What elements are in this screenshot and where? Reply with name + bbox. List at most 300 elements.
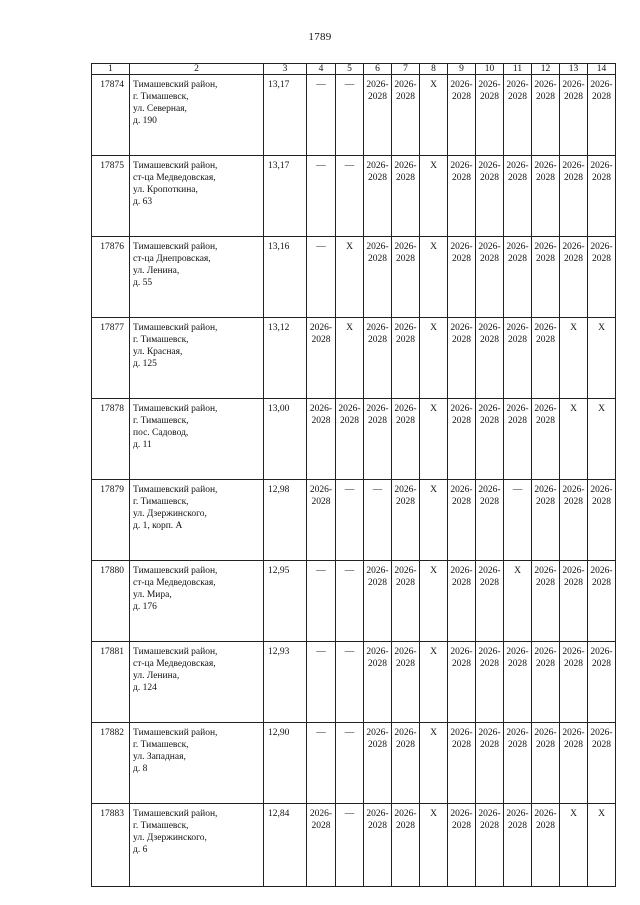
- year-range-cell: [392, 642, 420, 723]
- mark-cell: [504, 561, 532, 642]
- year-end: 2028: [508, 659, 527, 669]
- register-table: [91, 63, 616, 887]
- mark-value: Х: [430, 161, 437, 171]
- year-start: 2026-: [450, 161, 473, 171]
- mark-cell: [504, 480, 532, 561]
- year-range-cell: [504, 156, 532, 237]
- column-header: 12: [532, 64, 560, 75]
- year-end: 2028: [396, 578, 415, 588]
- mark-value: —: [344, 80, 355, 90]
- year-end: 2028: [564, 659, 583, 669]
- year-start: 2026-: [309, 485, 333, 495]
- address-line: г. Тимашевск,: [133, 497, 189, 507]
- mark-cell: [307, 156, 336, 237]
- mark-cell: [336, 75, 364, 156]
- year-range-cell: [588, 480, 616, 561]
- mark-value: Х: [346, 323, 353, 333]
- year-range-cell: [364, 804, 392, 887]
- year-range-cell: [448, 156, 476, 237]
- year-start: 2026-: [366, 809, 389, 819]
- year-end: 2028: [368, 821, 387, 831]
- mark-cell: [420, 75, 448, 156]
- year-range-cell: [364, 723, 392, 804]
- record-number: 17875: [92, 156, 130, 237]
- address-line: д. 11: [133, 440, 152, 450]
- year-end: 2028: [311, 416, 331, 426]
- year-range-cell: [448, 804, 476, 887]
- address-line: д. 125: [133, 359, 157, 369]
- mark-value: —: [316, 161, 326, 171]
- mark-cell: [336, 723, 364, 804]
- year-range-cell: [476, 399, 504, 480]
- address-cell: [130, 804, 264, 887]
- area-value: 13,12: [264, 318, 307, 399]
- mark-value: Х: [598, 404, 605, 414]
- address-cell: [130, 75, 264, 156]
- year-end: 2028: [508, 92, 527, 102]
- column-header: 13: [560, 64, 588, 75]
- year-range-cell: [532, 642, 560, 723]
- mark-cell: [560, 804, 588, 887]
- year-range-cell: [504, 399, 532, 480]
- year-end: 2028: [536, 416, 555, 426]
- year-end: 2028: [396, 254, 415, 264]
- year-range-cell: [476, 237, 504, 318]
- address-line: д. 63: [133, 197, 153, 207]
- year-range-cell: [364, 318, 392, 399]
- record-number: 17883: [92, 804, 130, 887]
- mark-value: —: [316, 647, 326, 657]
- year-start: 2026-: [366, 728, 389, 738]
- address-line: ул. Мира,: [133, 590, 172, 600]
- mark-value: —: [344, 485, 355, 495]
- address-line: д. 6: [133, 845, 148, 855]
- year-start: 2026-: [590, 728, 613, 738]
- year-range-cell: [504, 642, 532, 723]
- area-value: 13,17: [264, 75, 307, 156]
- table-row: [92, 399, 616, 480]
- address-cell: [130, 237, 264, 318]
- record-number: 17882: [92, 723, 130, 804]
- mark-cell: [420, 723, 448, 804]
- year-range-cell: [532, 480, 560, 561]
- year-range-cell: [588, 75, 616, 156]
- year-end: 2028: [480, 578, 499, 588]
- address-line: Тимашевский район,: [133, 80, 218, 90]
- year-range-cell: [588, 237, 616, 318]
- year-end: 2028: [592, 740, 611, 750]
- year-end: 2028: [396, 416, 415, 426]
- mark-cell: [336, 318, 364, 399]
- year-start: 2026-: [506, 404, 529, 414]
- mark-cell: [588, 804, 616, 887]
- table-row: [92, 723, 616, 804]
- year-end: 2028: [452, 740, 471, 750]
- year-start: 2026-: [366, 80, 389, 90]
- year-end: 2028: [480, 254, 499, 264]
- column-header: 6: [364, 64, 392, 75]
- year-range-cell: [307, 318, 336, 399]
- year-range-cell: [364, 399, 392, 480]
- address-cell: [130, 723, 264, 804]
- mark-cell: [364, 480, 392, 561]
- mark-cell: [560, 318, 588, 399]
- year-end: 2028: [480, 416, 499, 426]
- year-end: 2028: [508, 173, 527, 183]
- year-start: 2026-: [394, 323, 417, 333]
- table-row: [92, 480, 616, 561]
- year-start: 2026-: [506, 242, 529, 252]
- address-line: д. 190: [133, 116, 157, 126]
- year-range-cell: [560, 561, 588, 642]
- year-start: 2026-: [394, 566, 417, 576]
- mark-value: Х: [346, 242, 353, 252]
- mark-value: Х: [430, 485, 437, 495]
- year-range-cell: [392, 804, 420, 887]
- year-range-cell: [476, 318, 504, 399]
- mark-value: Х: [570, 404, 577, 414]
- year-range-cell: [532, 723, 560, 804]
- year-start: 2026-: [562, 728, 585, 738]
- year-start: 2026-: [534, 728, 557, 738]
- year-end: 2028: [396, 92, 415, 102]
- year-range-cell: [476, 480, 504, 561]
- year-range-cell: [364, 237, 392, 318]
- area-value: 13,16: [264, 237, 307, 318]
- record-number: 17877: [92, 318, 130, 399]
- year-end: 2028: [564, 497, 583, 507]
- year-range-cell: [448, 561, 476, 642]
- year-end: 2028: [368, 92, 387, 102]
- mark-cell: [560, 399, 588, 480]
- year-end: 2028: [368, 173, 387, 183]
- address-line: ст-ца Медведовская,: [133, 173, 216, 183]
- year-range-cell: [504, 804, 532, 887]
- year-start: 2026-: [394, 80, 417, 90]
- mark-cell: [588, 399, 616, 480]
- year-range-cell: [504, 75, 532, 156]
- table-row: [92, 804, 616, 887]
- year-start: 2026-: [506, 323, 529, 333]
- year-range-cell: [532, 75, 560, 156]
- address-cell: [130, 642, 264, 723]
- year-start: 2026-: [590, 80, 613, 90]
- address-line: Тимашевский район,: [133, 647, 218, 657]
- record-number: 17878: [92, 399, 130, 480]
- page-number: 1789: [308, 31, 332, 43]
- address-line: Тимашевский район,: [133, 728, 218, 738]
- year-end: 2028: [480, 740, 499, 750]
- mark-value: —: [316, 242, 326, 252]
- year-end: 2028: [536, 821, 555, 831]
- year-end: 2028: [452, 92, 471, 102]
- year-range-cell: [307, 399, 336, 480]
- year-start: 2026-: [534, 809, 557, 819]
- year-start: 2026-: [562, 485, 585, 495]
- address-cell: [130, 561, 264, 642]
- mark-value: —: [344, 647, 355, 657]
- year-end: 2028: [340, 416, 359, 426]
- table-row: [92, 237, 616, 318]
- year-range-cell: [448, 399, 476, 480]
- mark-value: —: [344, 809, 355, 819]
- address-line: д. 124: [133, 683, 157, 693]
- year-end: 2028: [396, 173, 415, 183]
- address-line: ул. Дзержинского,: [133, 509, 207, 519]
- year-end: 2028: [564, 92, 583, 102]
- address-line: ул. Кропоткина,: [133, 185, 198, 195]
- year-end: 2028: [452, 821, 471, 831]
- mark-value: Х: [430, 80, 437, 90]
- year-start: 2026-: [562, 161, 585, 171]
- year-start: 2026-: [366, 242, 389, 252]
- year-range-cell: [476, 561, 504, 642]
- mark-value: Х: [430, 647, 437, 657]
- column-header: 5: [336, 64, 364, 75]
- address-cell: [130, 156, 264, 237]
- year-range-cell: [560, 237, 588, 318]
- mark-cell: [420, 237, 448, 318]
- year-range-cell: [448, 480, 476, 561]
- year-end: 2028: [592, 254, 611, 264]
- address-line: Тимашевский район,: [133, 485, 218, 495]
- year-start: 2026-: [478, 242, 501, 252]
- address-cell: [130, 318, 264, 399]
- address-line: Тимашевский район,: [133, 404, 218, 414]
- year-start: 2026-: [394, 161, 417, 171]
- year-range-cell: [364, 642, 392, 723]
- record-number: 17874: [92, 75, 130, 156]
- year-end: 2028: [452, 578, 471, 588]
- year-start: 2026-: [590, 647, 613, 657]
- address-line: д. 8: [133, 764, 148, 774]
- year-end: 2028: [368, 659, 387, 669]
- mark-cell: [420, 804, 448, 887]
- year-end: 2028: [564, 254, 583, 264]
- year-range-cell: [476, 156, 504, 237]
- year-start: 2026-: [506, 647, 529, 657]
- area-value: 12,90: [264, 723, 307, 804]
- year-start: 2026-: [450, 80, 473, 90]
- year-range-cell: [448, 75, 476, 156]
- year-end: 2028: [368, 578, 387, 588]
- year-end: 2028: [592, 659, 611, 669]
- address-line: ул. Ленина,: [133, 671, 180, 681]
- year-start: 2026-: [309, 404, 333, 414]
- address-line: ул. Дзержинского,: [133, 833, 207, 843]
- year-range-cell: [364, 75, 392, 156]
- year-end: 2028: [480, 92, 499, 102]
- column-header: 9: [448, 64, 476, 75]
- mark-cell: [307, 75, 336, 156]
- table-row: [92, 156, 616, 237]
- year-range-cell: [448, 642, 476, 723]
- year-start: 2026-: [309, 323, 333, 333]
- address-line: г. Тимашевск,: [133, 416, 189, 426]
- year-range-cell: [560, 642, 588, 723]
- year-start: 2026-: [366, 323, 389, 333]
- record-number: 17879: [92, 480, 130, 561]
- year-end: 2028: [536, 254, 555, 264]
- address-line: ул. Ленина,: [133, 266, 180, 276]
- year-end: 2028: [368, 254, 387, 264]
- column-header: 1: [92, 64, 130, 75]
- address-line: Тимашевский район,: [133, 809, 218, 819]
- mark-value: Х: [430, 728, 437, 738]
- year-start: 2026-: [478, 728, 501, 738]
- mark-cell: [336, 156, 364, 237]
- year-start: 2026-: [309, 809, 333, 819]
- address-line: д. 176: [133, 602, 157, 612]
- year-start: 2026-: [534, 404, 557, 414]
- year-range-cell: [588, 156, 616, 237]
- area-value: 12,95: [264, 561, 307, 642]
- address-line: Тимашевский район,: [133, 242, 218, 252]
- year-range-cell: [560, 156, 588, 237]
- address-line: д. 1, корп. А: [133, 521, 183, 531]
- year-start: 2026-: [450, 809, 473, 819]
- year-start: 2026-: [478, 161, 501, 171]
- year-end: 2028: [480, 497, 499, 507]
- address-line: г. Тимашевск,: [133, 92, 189, 102]
- year-range-cell: [392, 156, 420, 237]
- year-end: 2028: [536, 740, 555, 750]
- year-range-cell: [476, 75, 504, 156]
- address-line: ул. Западная,: [133, 752, 186, 762]
- mark-value: Х: [430, 566, 437, 576]
- year-start: 2026-: [478, 485, 501, 495]
- address-cell: [130, 399, 264, 480]
- mark-cell: [336, 642, 364, 723]
- year-end: 2028: [508, 416, 527, 426]
- year-end: 2028: [311, 821, 331, 831]
- address-line: ст-ца Медведовская,: [133, 578, 216, 588]
- year-end: 2028: [592, 497, 611, 507]
- year-end: 2028: [536, 335, 555, 345]
- year-end: 2028: [592, 173, 611, 183]
- year-end: 2028: [396, 335, 415, 345]
- year-range-cell: [532, 804, 560, 887]
- mark-cell: [307, 237, 336, 318]
- mark-value: Х: [430, 323, 437, 333]
- record-number: 17881: [92, 642, 130, 723]
- mark-value: —: [344, 566, 355, 576]
- year-start: 2026-: [590, 161, 613, 171]
- year-range-cell: [392, 480, 420, 561]
- year-end: 2028: [536, 173, 555, 183]
- year-end: 2028: [508, 821, 527, 831]
- year-start: 2026-: [450, 647, 473, 657]
- address-line: пос. Садовод,: [133, 428, 189, 438]
- column-header: 10: [476, 64, 504, 75]
- column-header: 7: [392, 64, 420, 75]
- table-row: [92, 318, 616, 399]
- year-start: 2026-: [478, 80, 501, 90]
- year-start: 2026-: [590, 485, 613, 495]
- year-end: 2028: [480, 335, 499, 345]
- header-row: [92, 64, 616, 75]
- year-range-cell: [504, 723, 532, 804]
- table-row: [92, 75, 616, 156]
- year-start: 2026-: [534, 485, 557, 495]
- year-range-cell: [476, 642, 504, 723]
- year-start: 2026-: [366, 566, 389, 576]
- year-range-cell: [532, 561, 560, 642]
- address-line: д. 55: [133, 278, 153, 288]
- year-end: 2028: [368, 335, 387, 345]
- year-range-cell: [532, 399, 560, 480]
- mark-value: —: [344, 161, 355, 171]
- address-line: Тимашевский район,: [133, 566, 218, 576]
- year-start: 2026-: [562, 647, 585, 657]
- address-line: г. Тимашевск,: [133, 821, 189, 831]
- year-range-cell: [532, 156, 560, 237]
- mark-cell: [420, 318, 448, 399]
- column-header: 11: [504, 64, 532, 75]
- year-start: 2026-: [450, 728, 473, 738]
- year-start: 2026-: [394, 728, 417, 738]
- mark-value: Х: [430, 404, 437, 414]
- address-line: г. Тимашевск,: [133, 740, 189, 750]
- year-range-cell: [364, 561, 392, 642]
- year-range-cell: [392, 723, 420, 804]
- area-value: 12,93: [264, 642, 307, 723]
- year-end: 2028: [452, 416, 471, 426]
- year-start: 2026-: [450, 566, 473, 576]
- mark-value: Х: [598, 809, 605, 819]
- year-end: 2028: [311, 497, 331, 507]
- year-end: 2028: [368, 740, 387, 750]
- record-number: 17880: [92, 561, 130, 642]
- mark-value: Х: [430, 809, 437, 819]
- year-range-cell: [504, 237, 532, 318]
- mark-value: —: [344, 728, 355, 738]
- year-range-cell: [364, 156, 392, 237]
- year-range-cell: [504, 318, 532, 399]
- mark-cell: [420, 156, 448, 237]
- year-start: 2026-: [394, 404, 417, 414]
- mark-value: Х: [570, 809, 577, 819]
- area-value: 12,84: [264, 804, 307, 887]
- year-start: 2026-: [534, 161, 557, 171]
- year-range-cell: [560, 723, 588, 804]
- year-start: 2026-: [562, 566, 585, 576]
- year-end: 2028: [564, 578, 583, 588]
- year-start: 2026-: [366, 647, 389, 657]
- year-start: 2026-: [450, 323, 473, 333]
- year-range-cell: [307, 480, 336, 561]
- year-range-cell: [392, 318, 420, 399]
- year-start: 2026-: [562, 80, 585, 90]
- year-range-cell: [560, 480, 588, 561]
- mark-cell: [420, 399, 448, 480]
- year-end: 2028: [508, 335, 527, 345]
- year-end: 2028: [508, 740, 527, 750]
- year-range-cell: [560, 75, 588, 156]
- year-start: 2026-: [478, 647, 501, 657]
- mark-value: —: [316, 728, 326, 738]
- year-start: 2026-: [562, 242, 585, 252]
- year-range-cell: [588, 561, 616, 642]
- mark-cell: [336, 237, 364, 318]
- year-range-cell: [392, 561, 420, 642]
- mark-cell: [336, 804, 364, 887]
- mark-cell: [307, 723, 336, 804]
- year-range-cell: [392, 237, 420, 318]
- year-start: 2026-: [338, 404, 361, 414]
- mark-cell: [336, 480, 364, 561]
- year-end: 2028: [564, 173, 583, 183]
